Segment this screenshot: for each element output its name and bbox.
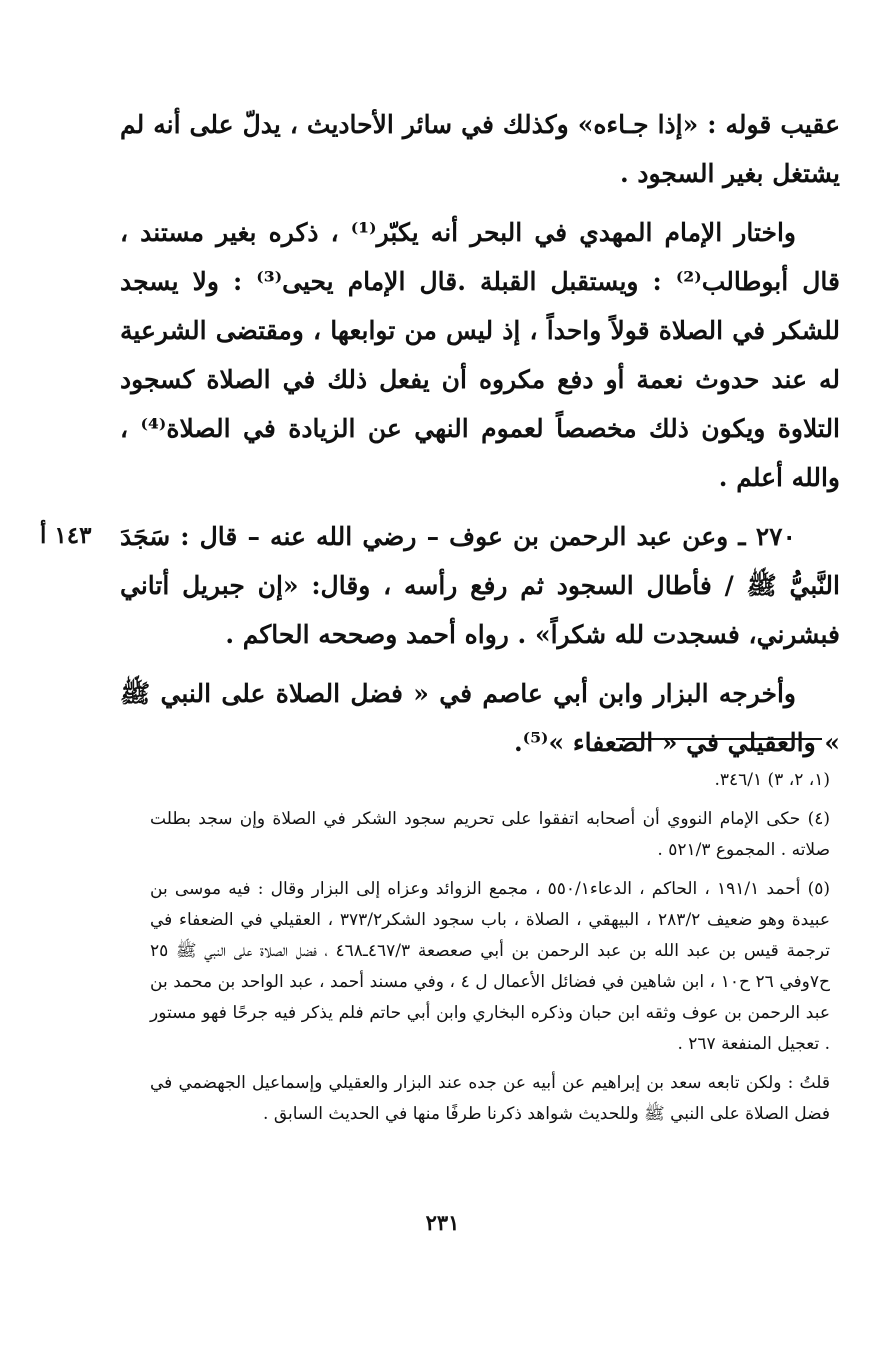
main-text (120, 100, 840, 777)
footnote-4: (٤) حكى الإمام النووي أن أصحابه اتفقوا على تحريم سجود الشكر في الصلاة وإن سجد بطلت صلاته . المجموع ٥٢١/٣ . (150, 809, 830, 860)
paragraph-hadith-270: ٢٧٠ ـ وعن عبد الرحمن بن عوف – رضي الله عنه – قال : سَجَدَ النَّبيُّ ﷺ / فأطال السجود ثم رفع رأسه ، وقال: «إن جبريل أتاني فبشرني، فسجدت لله شكراً» . رواه أحمد وصححه الحاكم . (120, 522, 840, 649)
footnote-comment: قلتُ : ولكن تابعه سعد بن إبراهيم عن أبيه عن جده عند البزار والعقيلي وإسماعيل الجهضمي في فضل الصلاة على النبي ﷺ وللحديث شواهد ذكرنا طرفًا منها في الحديث السابق . (150, 1073, 830, 1124)
footnotes (150, 765, 830, 1130)
paragraph-1: عقيب قوله : «إذا جـاءه» وكذلك في سائر الأحاديث ، يدلّ على أنه لم يشتغل بغير السجود . (120, 110, 840, 188)
paragraph-2: واختار الإمام المهدي في البحر أنه يكبّر⁽¹⁾ ، ذكره بغير مستند ، قال أبوطالب⁽²⁾ : ويستقبل القبلة .قال الإمام يحيى⁽³⁾ : ولا يسجد للشكر في الصلاة قولاً واحداً ، إذ ليس من توابعها ، ومقتضى الشرعية له عند حدوث نعمة أو دفع مكروه أن يفعل ذلك في الصلاة كسجود التلاوة ويكون ذلك مخصصاً لعموم النهي عن الزيادة في الصلاة⁽⁴⁾ ، والله أعلم . (120, 218, 841, 492)
manuscript-folio-marker: ١٤٣ أ (40, 522, 92, 549)
footnote-1-2-3: (١، ٢، ٣) ٣٤٦/١. (714, 770, 830, 790)
paragraph-4: وأخرجه البزار وابن أبي عاصم في « فضل الصلاة على النبي ﷺ » والعقيلي في « الضعفاء »⁽⁵⁾. (120, 679, 840, 757)
footnote-5: (٥) أحمد ١٩١/١ ، الحاكم ، الدعاء٥٥٠/١ ، مجمع الزوائد وعزاه إلى البزار وقال : فيه موسى بن عبيدة وهو ضعيف ٢٨٣/٢ ، البيهقي ، الصلاة ، باب سجود الشكر٣٧٣/٢ ، العقيلي في الضعفاء في ترجمة قيس بن عبد الله بن عبد الرحمن بن أبي صعصعة ٤٦٧/٣ـ٤٦٨ ، فضل الصلاة على النبي ﷺ ٢٥ ح٧وفي ٢٦ ح١٠ ، ابن شاهين في فضائل الأعمال ل ٤ ، وفي مسند أحمد ، عبد الواحد بن محمد بن عبد الرحمن بن عوف وثقه ابن حبان وذكره البخاري وابن أبي حاتم فلم يذكر فيه جرحًا فهو مستور . تعجيل المنفعة ٢٦٧ . (150, 879, 831, 1054)
page-number: ٢٣١ (425, 1210, 460, 1235)
footnote-separator (616, 738, 822, 740)
